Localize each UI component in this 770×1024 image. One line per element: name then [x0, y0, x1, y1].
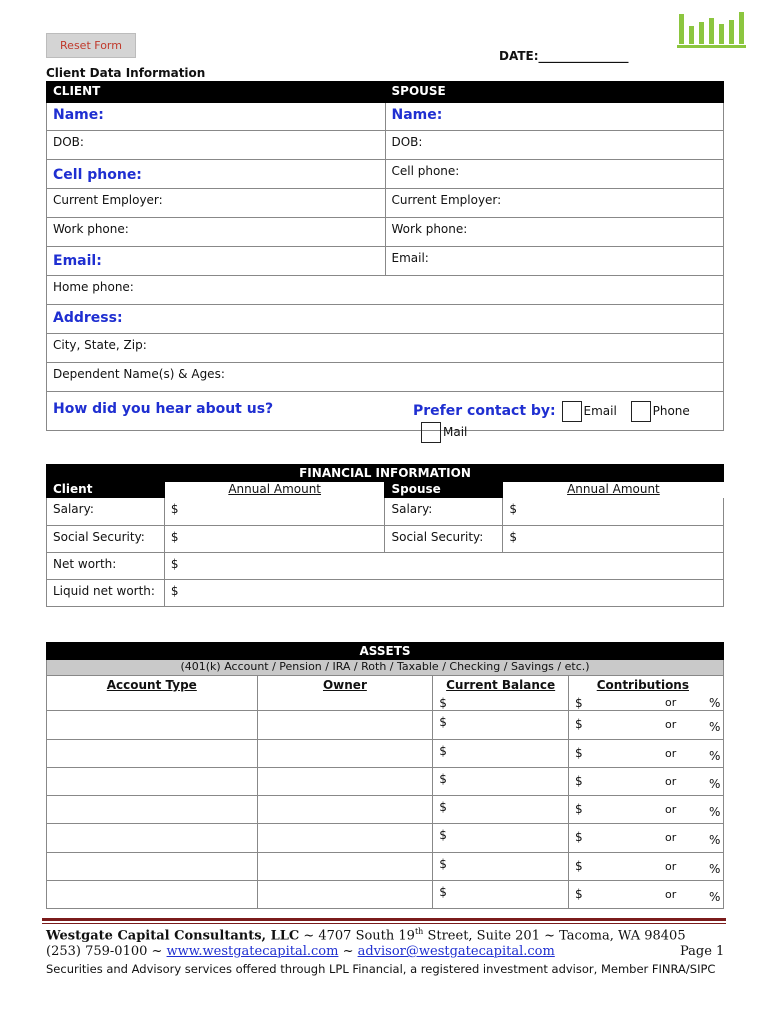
asset-row: [47, 768, 724, 796]
contribution-dollar: $: [575, 802, 583, 816]
owner-cell[interactable]: [257, 740, 433, 768]
spouse-dob-field[interactable]: [385, 131, 724, 160]
footer-address-line: [46, 927, 686, 943]
assets-subtitle: (401(k) Account / Pension / IRA / Roth / Taxable / Checking / Savings / etc.): [47, 660, 724, 676]
owner-cell[interactable]: [257, 796, 433, 824]
mail-checkbox[interactable]: [421, 422, 441, 443]
asset-row: [47, 881, 724, 909]
balance-dollar: $: [439, 828, 447, 842]
asset-row: [47, 676, 724, 711]
client-header: CLIENT: [47, 82, 386, 103]
contribution-percent: %: [709, 833, 721, 847]
contribution-percent: %: [709, 749, 721, 763]
liquid-net-worth-label: Liquid net worth:: [47, 580, 165, 607]
current-balance-cell[interactable]: [433, 824, 569, 853]
net-worth-label: Net worth:: [47, 553, 165, 580]
balance-dollar: $: [439, 696, 447, 710]
liquid-net-worth-dollar: $: [170, 584, 179, 598]
spouse-cell-label: Cell phone:: [391, 164, 460, 178]
client-spouse-table: [46, 81, 724, 439]
asset-row: [47, 853, 724, 881]
contribution-dollar: $: [575, 859, 583, 873]
contribution-or: or: [665, 888, 677, 901]
home-phone-field[interactable]: [47, 276, 724, 305]
footer-phone: (253) 759-0100 ~: [46, 944, 167, 959]
contribution-dollar: $: [575, 830, 583, 844]
contributions-cell[interactable]: [569, 740, 724, 768]
financial-client-label: Client: [47, 482, 165, 498]
client-salary-label: Salary:: [47, 498, 165, 526]
spouse-name-label: Name:: [391, 107, 443, 123]
contributions-cell[interactable]: [569, 824, 724, 853]
contribution-dollar: $: [575, 887, 583, 901]
account-type-cell[interactable]: [47, 711, 258, 740]
spouse-employer-field[interactable]: [385, 189, 724, 218]
owner-cell[interactable]: [257, 824, 433, 853]
balance-dollar: $: [439, 857, 447, 871]
spouse-ss-label: Social Security:: [385, 526, 503, 553]
client-annual-amount-label: Annual Amount: [228, 482, 322, 496]
contributions-cell[interactable]: [569, 881, 724, 909]
hear-about-label: How did you hear about us?: [53, 401, 274, 417]
client-ss-dollar: $: [170, 530, 179, 544]
spouse-work-field[interactable]: [385, 218, 724, 247]
financial-table: [46, 464, 724, 607]
spouse-salary-input[interactable]: [503, 498, 724, 526]
asset-row: [47, 711, 724, 740]
spouse-ss-input[interactable]: [503, 526, 724, 553]
prefer-contact-label: Prefer contact by:: [413, 403, 556, 419]
date-field-label: DATE:_______________: [499, 49, 629, 63]
city-state-zip-label: City, State, Zip:: [53, 338, 147, 352]
spouse-name-field[interactable]: [385, 103, 724, 131]
owner-cell[interactable]: [257, 768, 433, 796]
asset-row: [47, 740, 724, 768]
asset-row: [47, 824, 724, 853]
footer-website-link[interactable]: www.westgatecapital.com: [166, 944, 339, 959]
current-balance-header: Current Balance: [446, 678, 556, 692]
balance-dollar: $: [439, 772, 447, 786]
dependents-label: Dependent Name(s) & Ages:: [53, 367, 225, 381]
spouse-email-field[interactable]: [385, 247, 724, 276]
contribution-dollar: $: [575, 696, 583, 710]
owner-header: Owner: [322, 678, 367, 692]
current-balance-cell[interactable]: [433, 740, 569, 768]
city-state-zip-field[interactable]: [47, 334, 724, 363]
page-number: Page 1: [680, 944, 725, 959]
spouse-dob-label: DOB:: [391, 135, 423, 149]
footer-address-a: ~ 4707 South 19: [299, 928, 415, 944]
account-type-cell[interactable]: [47, 676, 258, 711]
mail-option-label: Mail: [443, 425, 468, 439]
client-name-field[interactable]: [47, 103, 386, 131]
balance-dollar: $: [439, 715, 447, 729]
footer-contact-line: [46, 944, 555, 959]
account-type-cell[interactable]: [47, 796, 258, 824]
owner-cell[interactable]: [257, 881, 433, 909]
current-balance-cell[interactable]: [433, 768, 569, 796]
contribution-or: or: [665, 696, 677, 709]
dependents-field[interactable]: [47, 363, 724, 392]
client-employer-field[interactable]: [47, 189, 386, 218]
contributions-cell[interactable]: [569, 768, 724, 796]
home-phone-label: Home phone:: [53, 280, 134, 294]
current-balance-cell[interactable]: [433, 881, 569, 909]
client-email-label: Email:: [53, 253, 102, 269]
client-ss-input[interactable]: [164, 526, 385, 553]
contribution-or: or: [665, 775, 677, 788]
account-type-cell[interactable]: [47, 881, 258, 909]
contribution-or: or: [665, 803, 677, 816]
balance-dollar: $: [439, 800, 447, 814]
account-type-cell[interactable]: [47, 768, 258, 796]
footer-disclaimer: Securities and Advisory services offered through LPL Financial, a registered investment advisor, Member FINRA/SIPC: [46, 962, 716, 976]
contribution-percent: %: [709, 777, 721, 791]
contributions-cell[interactable]: [569, 711, 724, 740]
account-type-cell[interactable]: [47, 824, 258, 853]
client-ss-label: Social Security:: [47, 526, 165, 553]
owner-cell[interactable]: [257, 853, 433, 881]
spouse-annual-amount-label: Annual Amount: [567, 482, 660, 496]
footer-email-link[interactable]: advisor@westgatecapital.com: [357, 944, 555, 959]
financial-spouse-label: Spouse: [385, 482, 503, 498]
contribution-or: or: [665, 831, 677, 844]
client-salary-dollar: $: [170, 501, 179, 516]
client-dob-field[interactable]: [47, 131, 386, 160]
footer-rule: [42, 918, 726, 921]
balance-dollar: $: [439, 885, 447, 899]
footer-rule-thin: [42, 923, 726, 924]
contributions-cell[interactable]: [569, 796, 724, 824]
reset-form-button[interactable]: Reset Form: [46, 33, 136, 58]
contribution-percent: %: [709, 696, 721, 710]
financial-title: FINANCIAL INFORMATION: [47, 465, 724, 482]
client-cell-field[interactable]: [47, 160, 386, 189]
client-dob-label: DOB:: [53, 135, 84, 149]
client-email-field[interactable]: [47, 247, 386, 276]
net-worth-dollar: $: [170, 557, 179, 571]
contribution-or: or: [665, 718, 677, 731]
footer-sep: ~: [338, 944, 358, 959]
client-work-field[interactable]: [47, 218, 386, 247]
assets-table: [46, 642, 724, 909]
contribution-percent: %: [709, 862, 721, 876]
contribution-dollar: $: [575, 717, 583, 731]
address-field[interactable]: [47, 305, 724, 334]
client-cell-label: Cell phone:: [53, 167, 142, 183]
liquid-net-worth-input[interactable]: [164, 580, 723, 607]
spouse-ss-dollar: $: [509, 530, 517, 544]
spouse-cell-field[interactable]: [385, 160, 724, 189]
contribution-dollar: $: [575, 774, 583, 788]
account-type-cell[interactable]: [47, 740, 258, 768]
spouse-salary-label: Salary:: [385, 498, 503, 526]
client-data-title: Client Data Information: [46, 66, 206, 80]
current-balance-cell[interactable]: [433, 676, 569, 711]
spouse-header: SPOUSE: [385, 82, 724, 103]
contact-row: [47, 392, 724, 439]
client-work-label: Work phone:: [53, 222, 129, 236]
balance-dollar: $: [439, 744, 447, 758]
contribution-dollar: $: [575, 746, 583, 760]
client-salary-input[interactable]: [164, 498, 385, 526]
contribution-or: or: [665, 860, 677, 873]
owner-cell[interactable]: [257, 711, 433, 740]
spouse-email-label: Email:: [391, 251, 429, 265]
current-balance-cell[interactable]: [433, 853, 569, 881]
footer-company: Westgate Capital Consultants, LLC: [46, 928, 300, 944]
account-type-header: Account Type: [106, 678, 197, 692]
footer-address-sup: th: [414, 927, 424, 936]
contribution-percent: %: [709, 720, 721, 734]
bar-chart-logo-icon: [675, 8, 747, 52]
account-type-cell[interactable]: [47, 853, 258, 881]
spouse-employer-label: Current Employer:: [391, 193, 502, 207]
assets-title: ASSETS: [47, 643, 724, 660]
contributions-header: Contributions: [596, 678, 689, 692]
asset-row: [47, 796, 724, 824]
client-name-label: Name:: [53, 107, 104, 123]
contribution-percent: %: [709, 890, 721, 904]
address-label: Address:: [53, 310, 123, 326]
net-worth-input[interactable]: [164, 553, 723, 580]
owner-cell[interactable]: [257, 676, 433, 711]
current-balance-cell[interactable]: [433, 711, 569, 740]
contribution-percent: %: [709, 805, 721, 819]
phone-option-label: Phone: [652, 404, 690, 418]
client-employer-label: Current Employer:: [53, 193, 163, 207]
contributions-cell[interactable]: [569, 853, 724, 881]
email-checkbox[interactable]: [562, 401, 582, 422]
footer-address-b: Street, Suite 201 ~ Tacoma, WA 98405: [423, 928, 686, 944]
spouse-salary-dollar: $: [509, 501, 517, 516]
spouse-work-label: Work phone:: [391, 222, 468, 236]
current-balance-cell[interactable]: [433, 796, 569, 824]
email-option-label: Email: [583, 404, 617, 418]
contributions-cell[interactable]: [569, 676, 724, 711]
phone-checkbox[interactable]: [631, 401, 651, 422]
contribution-or: or: [665, 747, 677, 760]
